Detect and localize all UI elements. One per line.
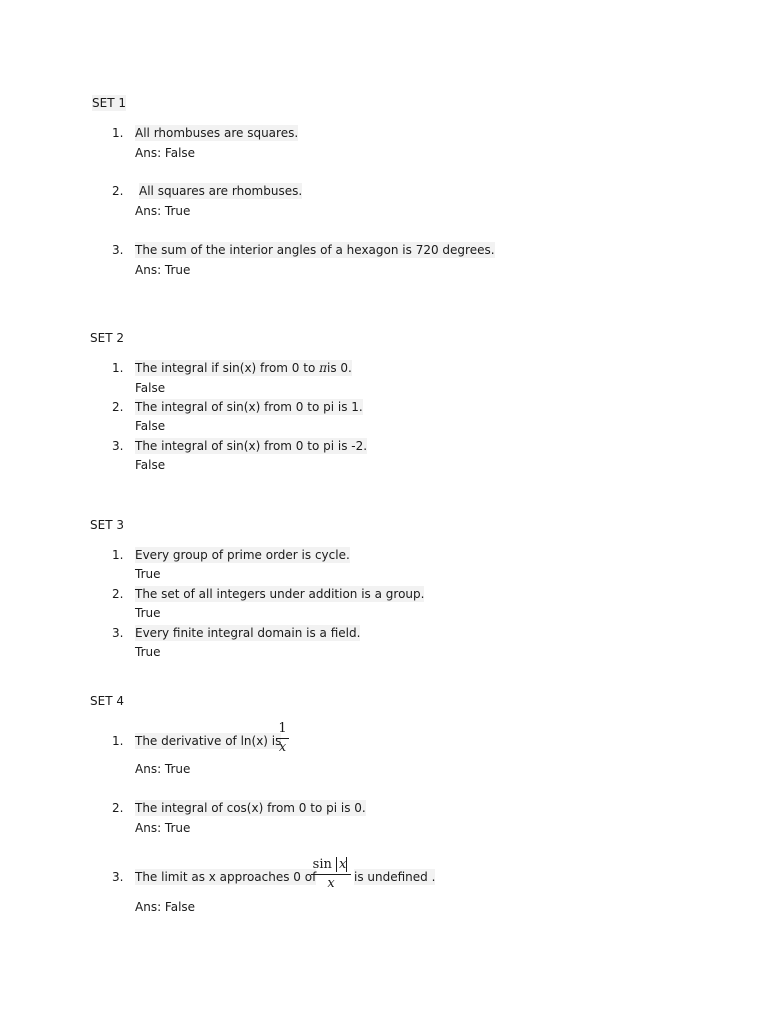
set-4-item-1-question: The derivative of ln(x) is (135, 734, 282, 748)
set-4-item-3-answer: Ans: False (135, 900, 196, 914)
set-4-item-3-number: 3. (112, 870, 124, 884)
set-4-item-2-question: The integral of cos(x) from 0 to pi is 0. (135, 801, 366, 815)
set-1-item-2-number: 2. (112, 184, 124, 198)
sine-function: sin (312, 857, 332, 872)
set-2-item-1-number: 1. (112, 361, 124, 375)
set-2-item-3-number: 3. (112, 439, 124, 453)
set-2-heading: SET 2 (90, 331, 124, 345)
set-3-heading: SET 3 (90, 518, 124, 532)
fraction-denominator: x (327, 876, 335, 891)
set-3-item-3-answer: True (135, 645, 161, 659)
set-1-item-1-number: 1. (112, 126, 124, 140)
set-1-item-3-number: 3. (112, 243, 124, 257)
set-3-item-1-answer: True (135, 567, 161, 581)
set-1-item-2-answer: Ans: True (135, 204, 191, 218)
set-1-item-2-question: All squares are rhombuses. (139, 184, 303, 198)
set-1-item-1-question: All rhombuses are squares. (135, 126, 299, 140)
set-3-item-1-number: 1. (112, 548, 124, 562)
abs-right-bar (346, 857, 349, 872)
set-2-item-2-number: 2. (112, 400, 124, 414)
reciprocal-fraction (276, 721, 289, 756)
pi-symbol: π (319, 361, 327, 375)
set-2-item-1-question-start: The integral if sin(x) from 0 to (135, 361, 320, 375)
abs-variable: x (339, 857, 347, 872)
set-1-item-3-answer: Ans: True (135, 263, 191, 277)
set-4-item-3-question-end: is undefined . (354, 870, 436, 884)
set-4-item-1-number: 1. (112, 734, 124, 748)
fraction-denominator: x (278, 740, 287, 755)
set-3-item-2-answer: True (135, 606, 161, 620)
set-2-item-3-question: The integral of sin(x) from 0 to pi is -2. (135, 439, 368, 453)
fraction-numerator: 1 (278, 721, 287, 736)
limit-fraction (311, 857, 351, 892)
set-4-item-3-question-start: The limit as x approaches 0 of (135, 870, 317, 884)
fraction-bar (276, 738, 289, 739)
set-4-heading: SET 4 (90, 694, 124, 708)
set-3-item-2-number: 2. (112, 587, 124, 601)
set-3-item-2-question: The set of all integers under addition is a group. (135, 587, 425, 601)
set-4-item-2-answer: Ans: True (135, 821, 191, 835)
set-3-item-1-question: Every group of prime order is cycle. (135, 548, 350, 562)
set-2-item-1-question (135, 360, 352, 376)
set-2-item-1-question-end: is 0. (327, 361, 352, 375)
set-2-item-2-answer: False (135, 419, 166, 433)
set-4-item-2-number: 2. (112, 801, 124, 815)
set-3-item-3-question: Every finite integral domain is a field. (135, 626, 361, 640)
fraction-bar (311, 874, 351, 875)
fraction-numerator (311, 857, 351, 873)
set-1-item-3-question: The sum of the interior angles of a hexagon is 720 degrees. (135, 243, 495, 257)
set-1-item-1-answer: Ans: False (135, 146, 196, 160)
set-2-item-3-answer: False (135, 458, 166, 472)
set-2-item-1-answer: False (135, 381, 166, 395)
set-3-item-3-number: 3. (112, 626, 124, 640)
set-4-item-1-answer: Ans: True (135, 762, 191, 776)
set-2-item-2-question: The integral of sin(x) from 0 to pi is 1. (135, 400, 363, 414)
set-1-heading: SET 1 (92, 96, 126, 110)
